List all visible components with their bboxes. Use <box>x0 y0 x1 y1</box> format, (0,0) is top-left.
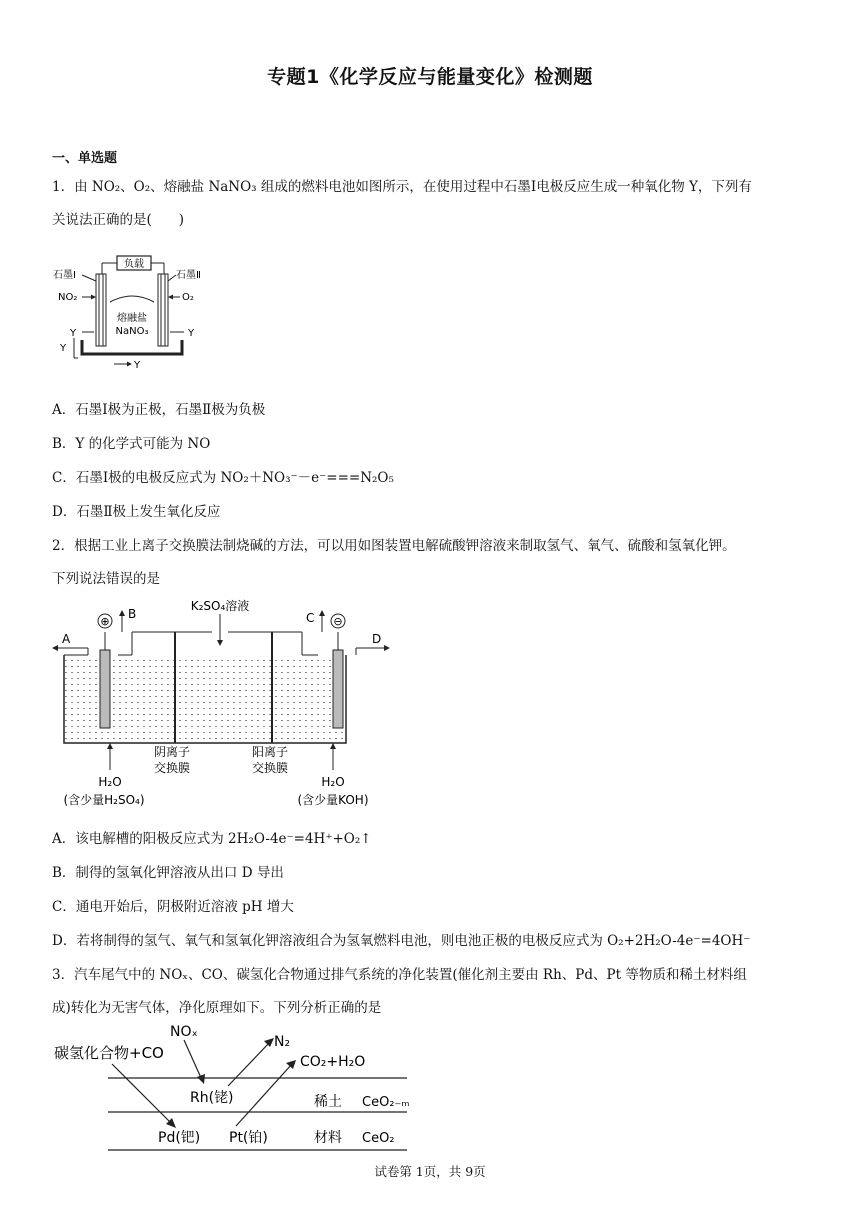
q1-electrode1-label: 石墨Ⅰ <box>53 270 76 281</box>
q1-fuel-cell-figure <box>52 250 202 372</box>
q3-n2-label: N₂ <box>274 1034 291 1050</box>
q2-option-b: B．制得的氢氧化钾溶液从出口 D 导出 <box>52 865 284 881</box>
q2-outlet-a: A <box>62 632 71 646</box>
q2-outlet-d: D <box>372 632 382 646</box>
q3-nox-label: NOₓ <box>170 1024 198 1040</box>
q3-co2-h2o-label: CO₂+H₂O <box>300 1054 366 1070</box>
q3-hc-co-label: 碳氢化合物+CO <box>54 1044 164 1062</box>
q3-ceo2-label: CeO₂ <box>362 1131 395 1146</box>
q1-y-label-1: Y <box>70 328 77 339</box>
q1-y-label-3: Y <box>60 343 67 354</box>
q1-salt-label: 熔融盐 <box>117 313 147 324</box>
q2-anode-sign: ⊕ <box>100 615 110 628</box>
q3-rare-earth-label: 稀土 <box>314 1094 342 1110</box>
q1-option-c: C．石墨Ⅰ极的电极反应式为 NO₂＋NO₃⁻－e⁻===N₂O₅ <box>52 470 394 486</box>
q2-solution-label: K₂SO₄溶液 <box>190 599 250 613</box>
q2-membrane1-line1: 阴离子 <box>153 745 191 759</box>
q1-y-label-4: Y <box>134 360 141 371</box>
q2-outlet-c: C <box>306 611 315 625</box>
q1-o2-label: O₂ <box>182 292 194 303</box>
q2-option-a: A．该电解槽的阳极反应式为 2H₂O-4e⁻=4H⁺+O₂↑ <box>52 831 372 847</box>
q2-water-right: H₂O <box>321 775 345 789</box>
q2-water-right-note: (含少量KOH) <box>297 793 369 807</box>
q3-rh-label: Rh(铑) <box>190 1090 234 1106</box>
q3-stem-line1: 3．汽车尾气中的 NOₓ、CO、碳氢化合物通过排气系统的净化装置(催化剂主要由 Rh、Pd、Pt 等物质和稀土材料组 <box>52 967 747 983</box>
q1-option-a: A．石墨Ⅰ极为正极，石墨Ⅱ极为负极 <box>52 402 266 418</box>
q1-load-label: 负载 <box>124 259 144 270</box>
q2-cathode-sign: ⊖ <box>333 615 343 628</box>
q2-water-left: H₂O <box>98 775 122 789</box>
q2-option-c: C．通电开始后，阴极附近溶液 pH 增大 <box>52 899 294 915</box>
page-footer: 试卷第 1页，共 9页 <box>374 1164 486 1179</box>
q2-stem-line1: 2．根据工业上离子交换膜法制烧碱的方法，可以用如图装置电解硫酸钾溶液来制取氢气、氧气、硫酸和氢氧化钾。 <box>52 538 736 554</box>
q1-nano3-label: NaNO₃ <box>115 326 149 337</box>
page-title: 专题1《化学反应与能量变化》检测题 <box>267 66 593 88</box>
q2-stem-line2: 下列说法错误的是 <box>52 571 160 587</box>
q1-option-d: D．石墨Ⅱ极上发生氧化反应 <box>52 504 221 520</box>
q3-catalyst-figure <box>52 1016 412 1152</box>
q3-material-label: 材料 <box>314 1130 342 1146</box>
q1-electrode2-label: 石墨Ⅱ <box>176 270 201 281</box>
q3-pt-label: Pt(铂) <box>229 1130 268 1146</box>
q1-no2-label: NO₂ <box>58 292 78 303</box>
q3-stem-line2: 成)转化为无害气体，净化原理如下。下列分析正确的是 <box>52 1000 382 1016</box>
q2-membrane1-line2: 交换膜 <box>153 761 191 775</box>
q2-outlet-b: B <box>128 607 137 621</box>
q2-membrane2-line1: 阳离子 <box>251 745 289 759</box>
q2-electrolysis-figure <box>52 592 402 814</box>
q2-option-d: D．若将制得的氢气、氧气和氢氧化钾溶液组合为氢氧燃料电池，则电池正极的电极反应式为 O₂+2H₂O-4e⁻=4OH⁻ <box>52 933 751 949</box>
q3-ceo2m-label: CeO₂₋ₘ <box>362 1095 410 1110</box>
q1-stem-line2: 关说法正确的是( ) <box>52 212 185 228</box>
section-heading: 一、单选题 <box>52 151 118 166</box>
q2-membrane2-line2: 交换膜 <box>251 761 289 775</box>
q1-stem-line1: 1．由 NO₂、O₂、熔融盐 NaNO₃ 组成的燃料电池如图所示，在使用过程中石墨Ⅰ电极反应生成一种氧化物 Y，下列有 <box>52 179 752 195</box>
q2-water-left-note: (含少量H₂SO₄) <box>63 793 145 807</box>
q1-option-b: B．Y 的化学式可能为 NO <box>52 436 211 452</box>
q3-pd-label: Pd(钯) <box>158 1130 201 1146</box>
q1-y-label-2: Y <box>188 328 195 339</box>
